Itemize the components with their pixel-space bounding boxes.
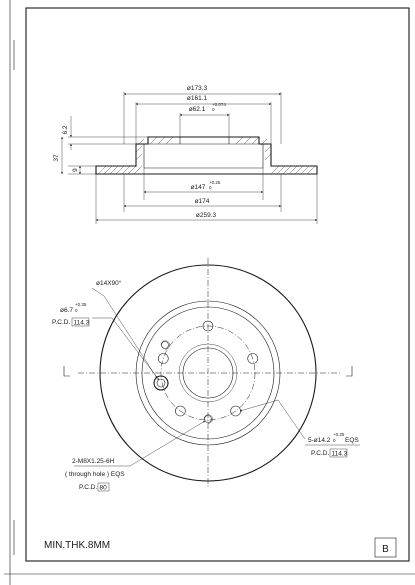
- callout-pcd-label-2: P.C.D.: [311, 450, 330, 457]
- dim-d147-tol-lower: 0: [209, 185, 212, 190]
- dim-height-37: 37: [53, 154, 60, 162]
- callout-bolt-holes-tol-upper: +0.25: [333, 432, 345, 437]
- callout-bolt-holes-suffix: EQS: [345, 437, 359, 444]
- dim-d174: ø174: [194, 198, 210, 205]
- pin-hole: [154, 376, 168, 390]
- dim-d147-tol-upper: +0.25: [209, 180, 221, 185]
- dim-d62-1-tol-upper: +0.074: [212, 102, 226, 107]
- dim-height-6-2: 6.2: [62, 125, 69, 135]
- callout-thread-holes-note: ( through hole ) EQS: [65, 471, 125, 478]
- front-view: [64, 258, 352, 488]
- dim-d161-1: ø161.1: [186, 95, 208, 102]
- callout-pcd-label-3: P.C.D.: [79, 484, 98, 491]
- callout-pcd-label-1: P.C.D.: [52, 319, 71, 326]
- dim-d62-1: ø62.1: [188, 106, 206, 113]
- callout-pcd-value-1: 114.3: [73, 319, 90, 327]
- callout-bolt-holes-tol-lower: 0: [333, 438, 336, 443]
- callout-chamfer: ø14X90°: [96, 280, 122, 287]
- callout-pin-hole-tol-lower: 0: [75, 308, 78, 313]
- callout-pcd-value-3: 80: [99, 484, 107, 492]
- revision-letter: B: [382, 544, 389, 555]
- min-thickness-note: MIN.THK.8MM: [44, 540, 111, 551]
- callout-thread-holes: 2-M8X1.25-6H: [72, 458, 115, 465]
- callout-pin-hole-tol-upper: +0.35: [75, 302, 87, 307]
- dim-d259-3: ø259.3: [195, 212, 217, 219]
- rotor-section-outline: [96, 137, 317, 174]
- dim-thickness-9: 9: [72, 168, 79, 172]
- dim-d147: ø147: [190, 184, 206, 191]
- hatch-top: [150, 137, 259, 144]
- callout-bolt-holes: 5-ø14.2: [308, 437, 331, 444]
- sheet-frame: [4, 0, 415, 585]
- callout-pin-hole-dia: ø6.7: [60, 307, 74, 314]
- dim-d173-3: ø173.3: [186, 85, 208, 92]
- threaded-holes: [161, 324, 213, 424]
- callout-pcd-value-2: 114.3: [331, 450, 348, 458]
- dim-d62-1-tol-lower: 0: [212, 107, 215, 112]
